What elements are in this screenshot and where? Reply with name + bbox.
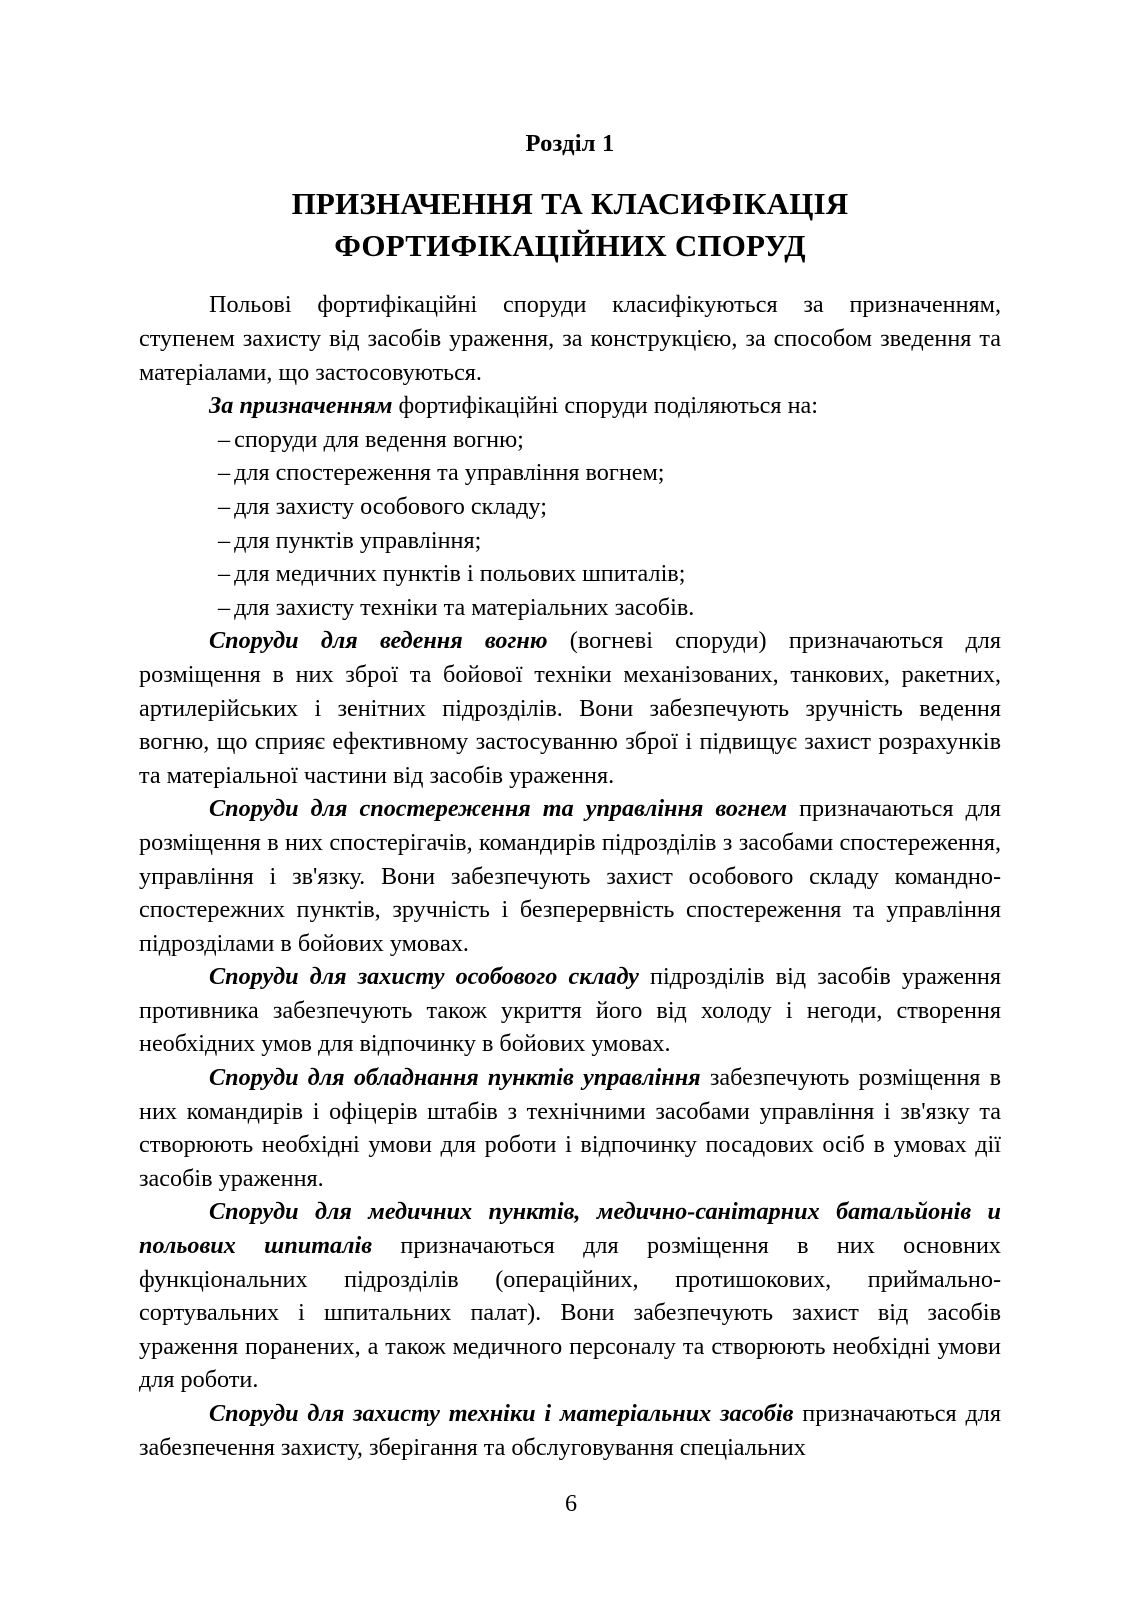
- list-item: [139, 524, 1001, 558]
- section-lead: Споруди для медичних пунктів, медично-санітарних батальйонів и польових шпиталів: [139, 1198, 1001, 1260]
- list-item: [139, 557, 1001, 591]
- section-body: забезпечують розміщення в них командирів і офіцерів штабів з технічними засобами управління і зв'язку та створюють необхідні умови для роботи і відпочинку посадових осіб в умовах дії засобів ураження.: [139, 1064, 1002, 1192]
- section-paragraph-personnel: [139, 960, 1001, 1061]
- chapter-label: Розділ 1: [525, 130, 615, 157]
- dash-icon: –: [218, 425, 231, 453]
- page-title: [139, 183, 1001, 266]
- list-item: [139, 490, 1001, 524]
- section-lead: Споруди для обладнання пунктів управління: [209, 1064, 701, 1092]
- dash-icon: –: [218, 593, 231, 621]
- classification-rest: фортифікаційні споруди поділяються на:: [392, 392, 818, 420]
- dash-icon: –: [218, 526, 231, 554]
- list-item: [139, 456, 1001, 490]
- section-lead: Споруди для ведення вогню: [209, 627, 548, 655]
- paragraph-classification: [139, 389, 1001, 423]
- page-number: 6: [564, 1490, 578, 1517]
- section-paragraph-observation: [139, 792, 1001, 960]
- section-body: призначаються для розміщення в них основних функціональних підрозділів (операційних, протишокових, приймально-сортувальних і шпитальних палат). Вони забезпечують захист від засобів ураження поранених, а також медичного персоналу та створюють необхідні умови для роботи.: [139, 1232, 1001, 1394]
- section-body: підрозділів від засобів ураження противника забезпечують також укриття його від холоду і негоди, створення необхідних умов для відпочинку в бойових умовах.: [139, 963, 1001, 1058]
- dash-icon: –: [218, 560, 231, 588]
- section-lead: Споруди для захисту особового складу: [209, 963, 639, 991]
- list-item: [139, 423, 1001, 457]
- dash-icon: –: [218, 492, 231, 520]
- section-body: призначаються для забезпечення захисту, зберігання та обслуговування спеціальних: [139, 1400, 1001, 1461]
- page-title-line-2: ФОРТИФІКАЦІЙНИХ СПОРУД: [334, 227, 806, 263]
- page-title-line-1: ПРИЗНАЧЕННЯ ТА КЛАСИФІКАЦІЯ: [291, 186, 849, 222]
- section-paragraph-fire: [139, 624, 1001, 792]
- list-item-label: для захисту техніки та матеріальних засобів.: [234, 593, 695, 621]
- list-item-label: для медичних пунктів і польових шпиталів;: [234, 560, 686, 588]
- section-lead: Споруди для спостереження та управління вогнем: [209, 795, 788, 823]
- section-body: (вогневі споруди) призначаються для розміщення в них зброї та бойової техніки механізованих, танкових, ракетних, артилерійських і зенітних підрозділів. Вони забезпечують зручність ведення вогню, що сприяє ефективному застосуванню зброї і підвищує захист розрахунків та матеріальної частини від засобів ураження.: [139, 627, 1001, 789]
- classification-lead: За призначенням: [209, 392, 393, 420]
- paragraph-intro: Польові фортифікаційні споруди класифікуються за призначенням, ступенем захисту від засобів ураження, за конструкцією, за способом зведення та матеріалами, що застосовуються.: [139, 291, 1001, 386]
- dash-icon: –: [218, 459, 231, 487]
- body-text: [139, 288, 1001, 1464]
- classification-list: [139, 423, 1001, 625]
- section-paragraph-command-posts: [139, 1061, 1001, 1195]
- section-lead: Споруди для захисту техніки і матеріальних засобів: [209, 1400, 794, 1428]
- section-paragraph-equipment: [139, 1397, 1001, 1464]
- section-paragraph-medical: [139, 1195, 1001, 1397]
- list-item-label: для захисту особового складу;: [234, 492, 547, 520]
- section-body: призначаються для розміщення в них спостерігачів, командирів підрозділів з засобами спостереження, управління і зв'язку. Вони забезпечують захист особового складу командно-спостережних пунктів, зручність і безперервність спостереження та управління підрозділами в бойових умовах.: [139, 795, 1001, 957]
- list-item-label: для пунктів управління;: [234, 526, 482, 554]
- page-content: [139, 0, 1001, 1464]
- list-item-label: для спостереження та управління вогнем;: [234, 459, 665, 487]
- list-item-label: споруди для ведення вогню;: [234, 425, 524, 453]
- list-item: [139, 591, 1001, 625]
